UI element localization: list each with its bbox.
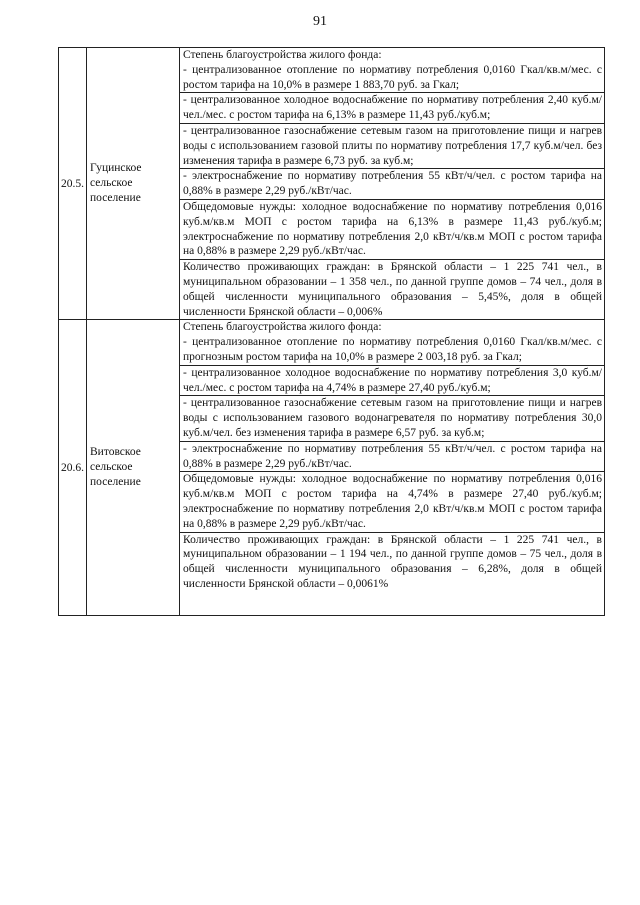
housing-item: - электроснабжение по нормативу потребления 55 кВт/ч/чел. с ростом тарифа на 0,88% в размере 2,29 руб./кВт/час. bbox=[183, 170, 602, 198]
housing-item: - централизованное отопление по нормативу потребления 0,0160 Гкал/кв.м/мес. с ростом тарифа на 10,0% в размере 1 883,70 руб. за Гкал; bbox=[183, 63, 602, 91]
housing-item: - централизованное холодное водоснабжение по нормативу потребления 3,0 куб.м/чел./мес. с ростом тарифа на 4,74% в размере 27,40 руб./куб.м; bbox=[183, 366, 602, 394]
housing-item: - централизованное газоснабжение сетевым газом на приготовление пищи и нагрев воды с использованием газовой плиты по нормативу потребления 17,7 куб.м/чел. без изменения тарифа в размере 6,73 руб. за куб.м; bbox=[183, 124, 602, 167]
settlement-name-line: поселение bbox=[90, 192, 141, 205]
settlement-name-line: поселение bbox=[90, 476, 141, 489]
settlement-description bbox=[180, 48, 605, 320]
housing-title: Степень благоустройства жилого фонда: bbox=[183, 49, 382, 61]
settlement-name-line: Витовское bbox=[90, 446, 141, 459]
population-info: Количество проживающих граждан: в Брянской области – 1 225 741 чел., в муниципальном образовании – 1 358 чел., по данной группе домов – 74 чел., доля в общей численности муниципального образования – 5,45%, доля в общей численности Брянской области – 0,006% bbox=[183, 261, 602, 318]
settlement-name bbox=[87, 48, 180, 320]
settlement-name-line: сельское bbox=[90, 461, 133, 474]
row-number: 20.6. bbox=[59, 320, 87, 616]
population-info: Количество проживающих граждан: в Брянской области – 1 225 741 чел., в муниципальном образовании – 1 194 чел., по данной группе домов – 75 чел., доля в общей численности муниципального образования – 6,28%, доля в общей численности Брянской области – 0,0061% bbox=[183, 533, 602, 590]
common-needs: Общедомовые нужды: холодное водоснабжение по нормативу потребления 0,016 куб.м/кв.м МОП с ростом тарифа на 4,74% в размере 27,40 руб./куб.м; электроснабжение по нормативу потребления 2,0 кВт/ч/кв.м МОП с ростом тарифа на 0,88% в размере 2,29 руб./кВт/час. bbox=[183, 473, 602, 530]
row-number: 20.5. bbox=[59, 48, 87, 320]
page-number: 91 bbox=[313, 14, 327, 29]
housing-item: - централизованное газоснабжение сетевым газом на приготовление пищи и нагрев воды с использованием газового водонагревателя по нормативу потребления 30,0 куб.м/чел. без изменения тарифа в размере 6,57 руб. за куб.м; bbox=[183, 397, 602, 439]
settlement-name bbox=[87, 320, 180, 616]
table-row bbox=[59, 320, 605, 616]
common-needs: Общедомовые нужды: холодное водоснабжение по нормативу потребления 0,016 куб.м/кв.м МОП с ростом тарифа на 6,13% в размере 11,43 руб./куб.м; электроснабжение по нормативу потребления 2,0 кВт/ч/кв.м МОП с ростом тарифа на 0,88% в размере 2,29 руб./кВт/час. bbox=[183, 200, 602, 258]
tariff-table bbox=[58, 47, 605, 616]
settlement-description bbox=[180, 320, 605, 616]
table-row bbox=[59, 48, 605, 320]
settlement-name-line: сельское bbox=[90, 177, 133, 190]
housing-item: - централизованное отопление по нормативу потребления 0,0160 Гкал/кв.м/мес. с прогнозным ростом тарифа на 10,0% в размере 2 003,18 руб. за Гкал; bbox=[183, 336, 602, 363]
housing-item: - централизованное холодное водоснабжение по нормативу потребления 2,40 куб.м/чел./мес. с ростом тарифа на 6,13% в размере 11,43 руб./куб.м; bbox=[183, 94, 602, 122]
housing-item: - электроснабжение по нормативу потребления 55 кВт/ч/чел. с ростом тарифа на 0,88% в размере 2,29 руб./кВт/час. bbox=[183, 442, 602, 470]
settlement-name-line: Гуцинское bbox=[90, 162, 142, 175]
housing-title: Степень благоустройства жилого фонда: bbox=[183, 321, 382, 334]
